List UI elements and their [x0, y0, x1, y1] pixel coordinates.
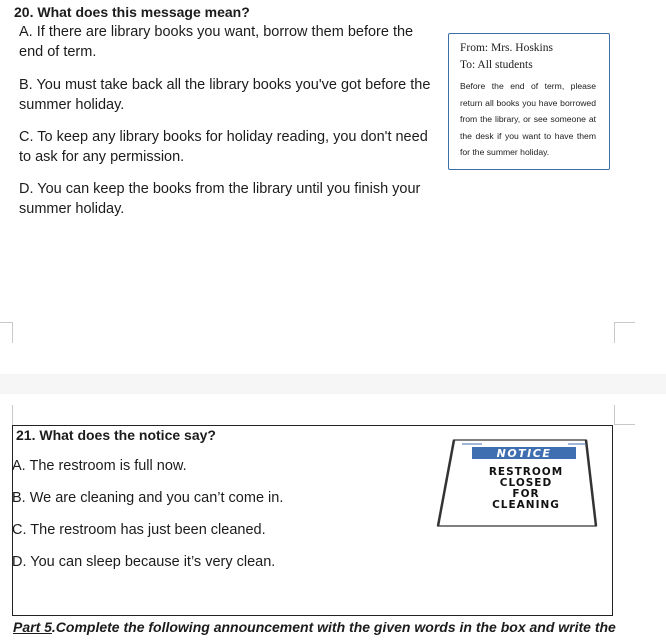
question-21-title: 21. What does the notice say?: [16, 427, 216, 443]
sign-line-closed: CLOSED: [499, 477, 553, 489]
q20-option-a: A. If there are library books you want, borrow them before the end of term.: [19, 24, 414, 60]
note-from: From: Mrs. Hoskins: [460, 42, 553, 54]
crop-mark-left-bottom: [12, 405, 14, 425]
sign-line-cleaning: CLEANING: [492, 499, 560, 511]
q20-option-b: B. You must take back all the library books you've got before the summer holiday.: [19, 77, 431, 113]
question-20-title: 20. What does this message mean?: [14, 4, 250, 20]
crop-mark-right-bottom: [614, 405, 635, 425]
q21-option-d: D. You can sleep because it’s very clean.: [12, 554, 276, 570]
q20-option-c: C. To keep any library books for holiday reading, you don't need to ask for any permission.: [19, 129, 428, 165]
message-note: [448, 33, 610, 170]
q21-option-c: C. The restroom has just been cleaned.: [12, 522, 266, 538]
sign-header-text: NOTICE: [496, 447, 552, 460]
page-break: [0, 374, 666, 394]
q20-option-d: D. You can keep the books from the library until you finish your summer holiday.: [19, 181, 421, 217]
sign-line-for: FOR: [512, 488, 540, 500]
part-5-instruction: [13, 619, 616, 635]
part-5-text: .Complete the following announcement with the given words in the box and write the: [51, 619, 616, 635]
q21-option-a: A. The restroom is full now.: [12, 458, 187, 474]
restroom-closed-sign: [436, 432, 599, 528]
q21-option-b: B. We are cleaning and you can’t come in.: [12, 490, 284, 506]
part-5-label: Part 5: [13, 619, 52, 635]
sign-line-restroom: RESTROOM: [488, 466, 564, 478]
crop-mark-left-top: [0, 322, 13, 343]
note-to: To: All students: [460, 59, 533, 71]
note-body: Before the end of term, please return all books you have borrowed from the library, or see someone at the desk if you want to have them for the summer holiday.: [460, 81, 596, 157]
crop-mark-right-top: [614, 322, 635, 343]
